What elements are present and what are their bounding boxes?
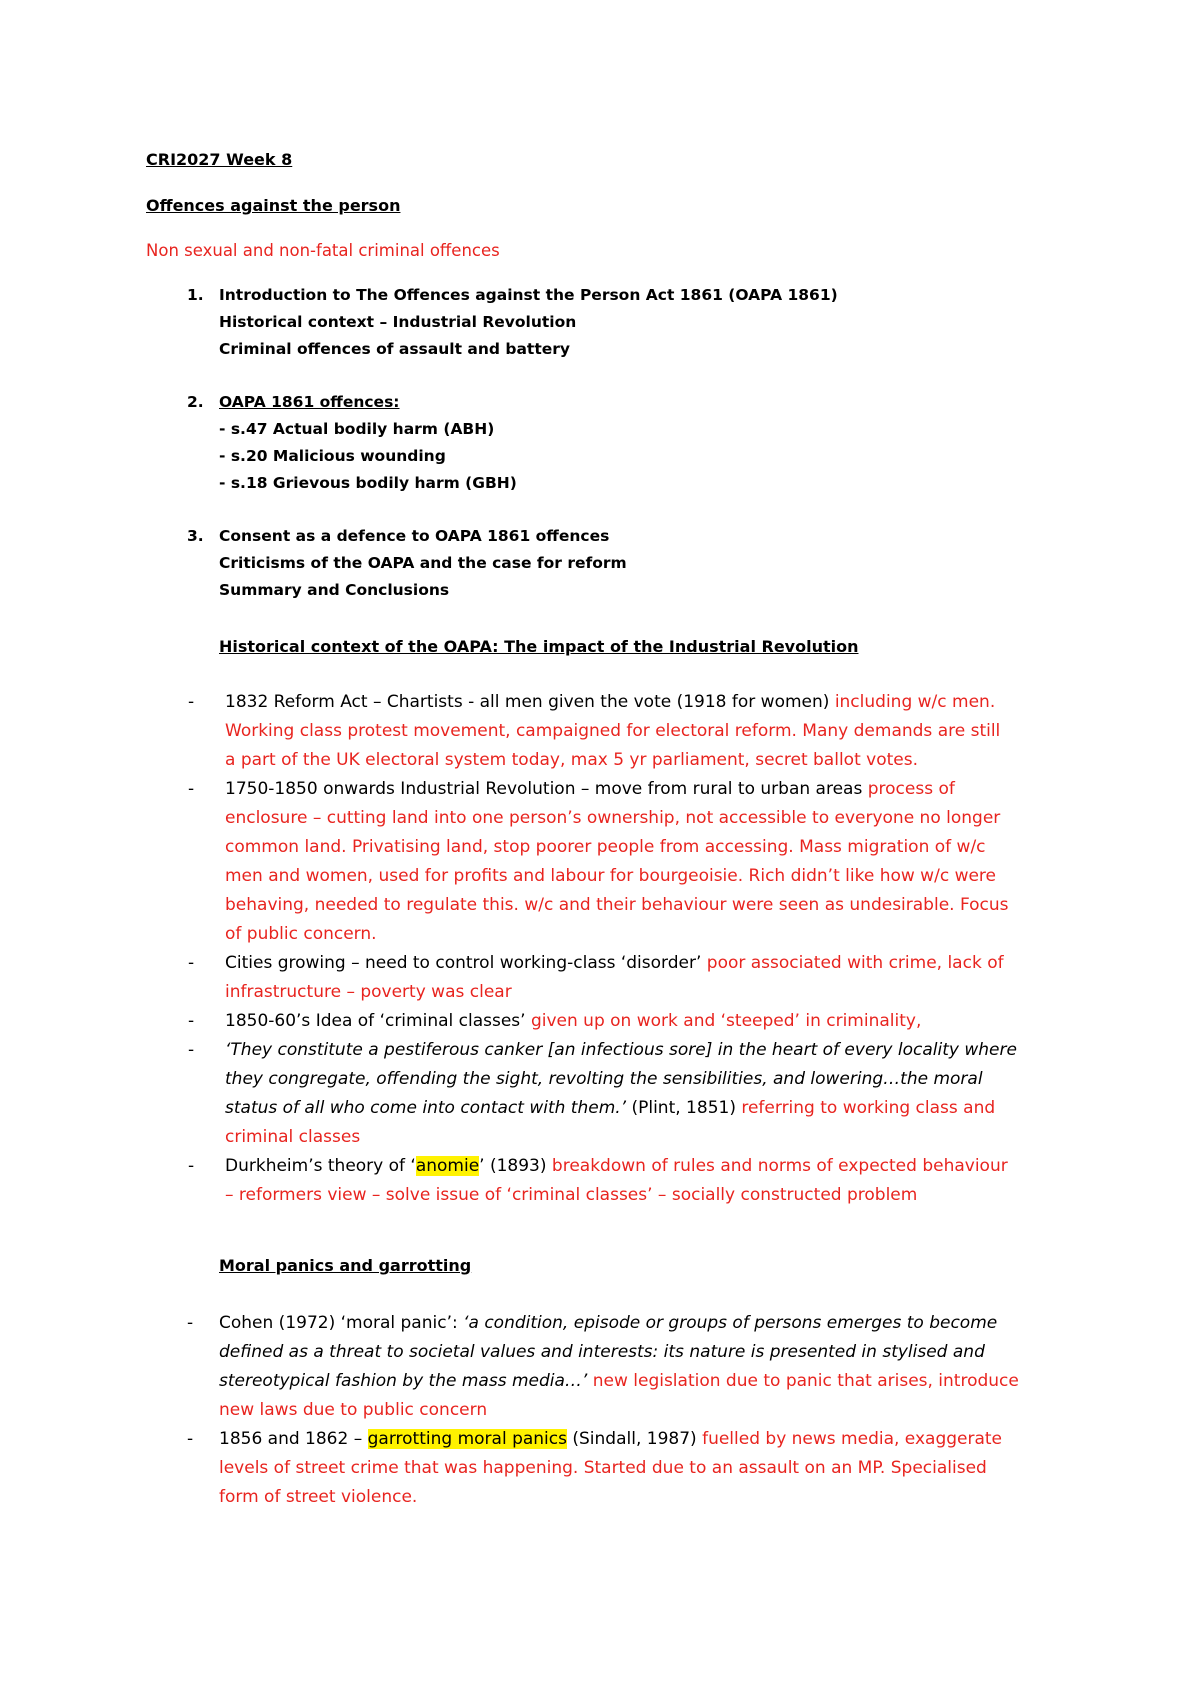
bullet-line xyxy=(225,1011,921,1031)
bullet-marker: - xyxy=(188,1040,195,1060)
section-heading-moral-panics: Moral panics and garrotting xyxy=(219,1256,472,1275)
outline-line: Summary and Conclusions xyxy=(219,581,450,599)
bullet-line xyxy=(225,837,986,857)
highlighted-term: anomie xyxy=(415,1156,480,1176)
outline-line: Historical context – Industrial Revolution xyxy=(219,313,577,331)
outline-line: - s.18 Grievous bodily harm (GBH) xyxy=(219,474,517,492)
bullet-line xyxy=(225,924,377,944)
text-run: poor associated with crime, lack of xyxy=(706,953,1004,973)
text-run: Cohen (1972) ‘moral panic’: xyxy=(219,1313,464,1333)
bullet-line xyxy=(219,1400,487,1420)
bullet-line xyxy=(219,1313,997,1333)
bullet-line xyxy=(225,808,1000,828)
text-run: a part of the UK electoral system today, max 5 yr parliament, secret ballot votes. xyxy=(225,750,918,770)
bullet-line xyxy=(225,1127,360,1147)
text-run: criminal classes xyxy=(225,1127,361,1147)
text-run: common land. Privatising land, stop poorer people from accessing. Mass migration of w/c xyxy=(225,837,986,857)
outline-line: - s.47 Actual bodily harm (ABH) xyxy=(219,420,495,438)
bullet-marker: - xyxy=(188,779,195,799)
bullet-line xyxy=(225,721,1000,741)
text-run: including w/c men. xyxy=(834,692,996,712)
bullet-line xyxy=(225,692,995,712)
outline-line: Introduction to The Offences against the Person Act 1861 (OAPA 1861) xyxy=(219,286,838,304)
text-run: new legislation due to panic that arises, introduce xyxy=(587,1371,1019,1391)
outline-line: OAPA 1861 offences: xyxy=(219,393,400,411)
text-run: ‘a condition, episode or groups of persons emerges to become xyxy=(463,1313,998,1333)
text-run: Cities growing – need to control working-class ‘disorder’ xyxy=(225,953,707,973)
page-heading: Offences against the person xyxy=(146,196,401,215)
bullet-marker: - xyxy=(187,1313,194,1333)
section-heading-historical-context: Historical context of the OAPA: The impact of the Industrial Revolution xyxy=(219,637,859,656)
bullet-line xyxy=(225,1156,1008,1176)
outline-number: 1. xyxy=(187,286,204,304)
bullet-marker: - xyxy=(187,1429,194,1449)
page-subtitle: Non sexual and non-fatal criminal offences xyxy=(146,241,500,260)
text-run: Durkheim’s theory of ‘ xyxy=(225,1156,416,1176)
bullet-line xyxy=(225,895,1009,915)
text-run: breakdown of rules and norms of expected behaviour xyxy=(551,1156,1008,1176)
text-run: they congregate, offending the sight, revolting the sensibilities, and lowering…the moral xyxy=(225,1069,983,1089)
text-run: new laws due to public concern xyxy=(219,1400,488,1420)
text-run: levels of street crime that was happening. Started due to an assault on an MP. Specialised xyxy=(219,1458,987,1478)
text-run: status of all who come into contact with them.’ xyxy=(225,1098,627,1118)
bullet-line xyxy=(225,1040,1017,1060)
outline-line: Criminal offences of assault and battery xyxy=(219,340,571,358)
outline-line: - s.20 Malicious wounding xyxy=(219,447,446,465)
bullet-line xyxy=(219,1458,987,1478)
bullet-line xyxy=(225,1098,995,1118)
text-run: referring to working class and xyxy=(741,1098,996,1118)
text-run: behaving, needed to regulate this. w/c and their behaviour were seen as undesirable. Focus xyxy=(225,895,1009,915)
bullet-line xyxy=(225,953,1004,973)
text-run: fuelled by news media, exaggerate xyxy=(702,1429,1003,1449)
text-run: ’ (1893) xyxy=(479,1156,552,1176)
text-run: (Plint, 1851) xyxy=(626,1098,742,1118)
bullet-line xyxy=(225,750,918,770)
outline-number: 3. xyxy=(187,527,204,545)
text-run: stereotypical fashion by the mass media…’ xyxy=(219,1371,588,1391)
text-run: ‘They constitute a pestiferous canker [an infectious sore] in the heart of every locality where xyxy=(225,1040,1017,1060)
bullet-line xyxy=(219,1371,1019,1391)
bullet-marker: - xyxy=(188,953,195,973)
bullet-line xyxy=(219,1487,417,1507)
bullet-line xyxy=(225,866,996,886)
text-run: 1856 and 1862 – xyxy=(219,1429,368,1449)
text-run: process of xyxy=(867,779,955,799)
highlighted-term: garrotting moral panics xyxy=(367,1429,567,1449)
bullet-marker: - xyxy=(188,1156,195,1176)
text-run: given up on work and ‘steeped’ in criminality, xyxy=(530,1011,922,1031)
bullet-line xyxy=(219,1429,1002,1449)
outline-line: Consent as a defence to OAPA 1861 offences xyxy=(219,527,610,545)
outline-line: Criticisms of the OAPA and the case for reform xyxy=(219,554,627,572)
text-run: defined as a threat to societal values and interests: its nature is presented in stylised and xyxy=(219,1342,985,1362)
document-title: CRI2027 Week 8 xyxy=(146,150,293,169)
text-run: enclosure – cutting land into one person’s ownership, not accessible to everyone no longer xyxy=(225,808,1001,828)
bullet-line xyxy=(219,1342,985,1362)
bullet-line xyxy=(225,1185,917,1205)
text-run: of public concern. xyxy=(225,924,377,944)
text-run: – reformers view – solve issue of ‘criminal classes’ – socially constructed problem xyxy=(225,1185,918,1205)
bullet-marker: - xyxy=(188,1011,195,1031)
bullet-marker: - xyxy=(188,692,195,712)
text-run: form of street violence. xyxy=(219,1487,418,1507)
text-run: men and women, used for profits and labour for bourgeoisie. Rich didn’t like how w/c were xyxy=(225,866,997,886)
bullet-line xyxy=(225,1069,983,1089)
text-run: 1832 Reform Act – Chartists - all men given the vote (1918 for women) xyxy=(225,692,835,712)
bullet-line xyxy=(225,982,512,1002)
bullet-line xyxy=(225,779,955,799)
text-run: 1850-60’s Idea of ‘criminal classes’ xyxy=(225,1011,531,1031)
outline-number: 2. xyxy=(187,393,204,411)
text-run: (Sindall, 1987) xyxy=(566,1429,703,1449)
text-run: Working class protest movement, campaigned for electoral reform. Many demands are still xyxy=(225,721,1001,741)
text-run: infrastructure – poverty was clear xyxy=(225,982,512,1002)
text-run: 1750-1850 onwards Industrial Revolution – move from rural to urban areas xyxy=(225,779,868,799)
